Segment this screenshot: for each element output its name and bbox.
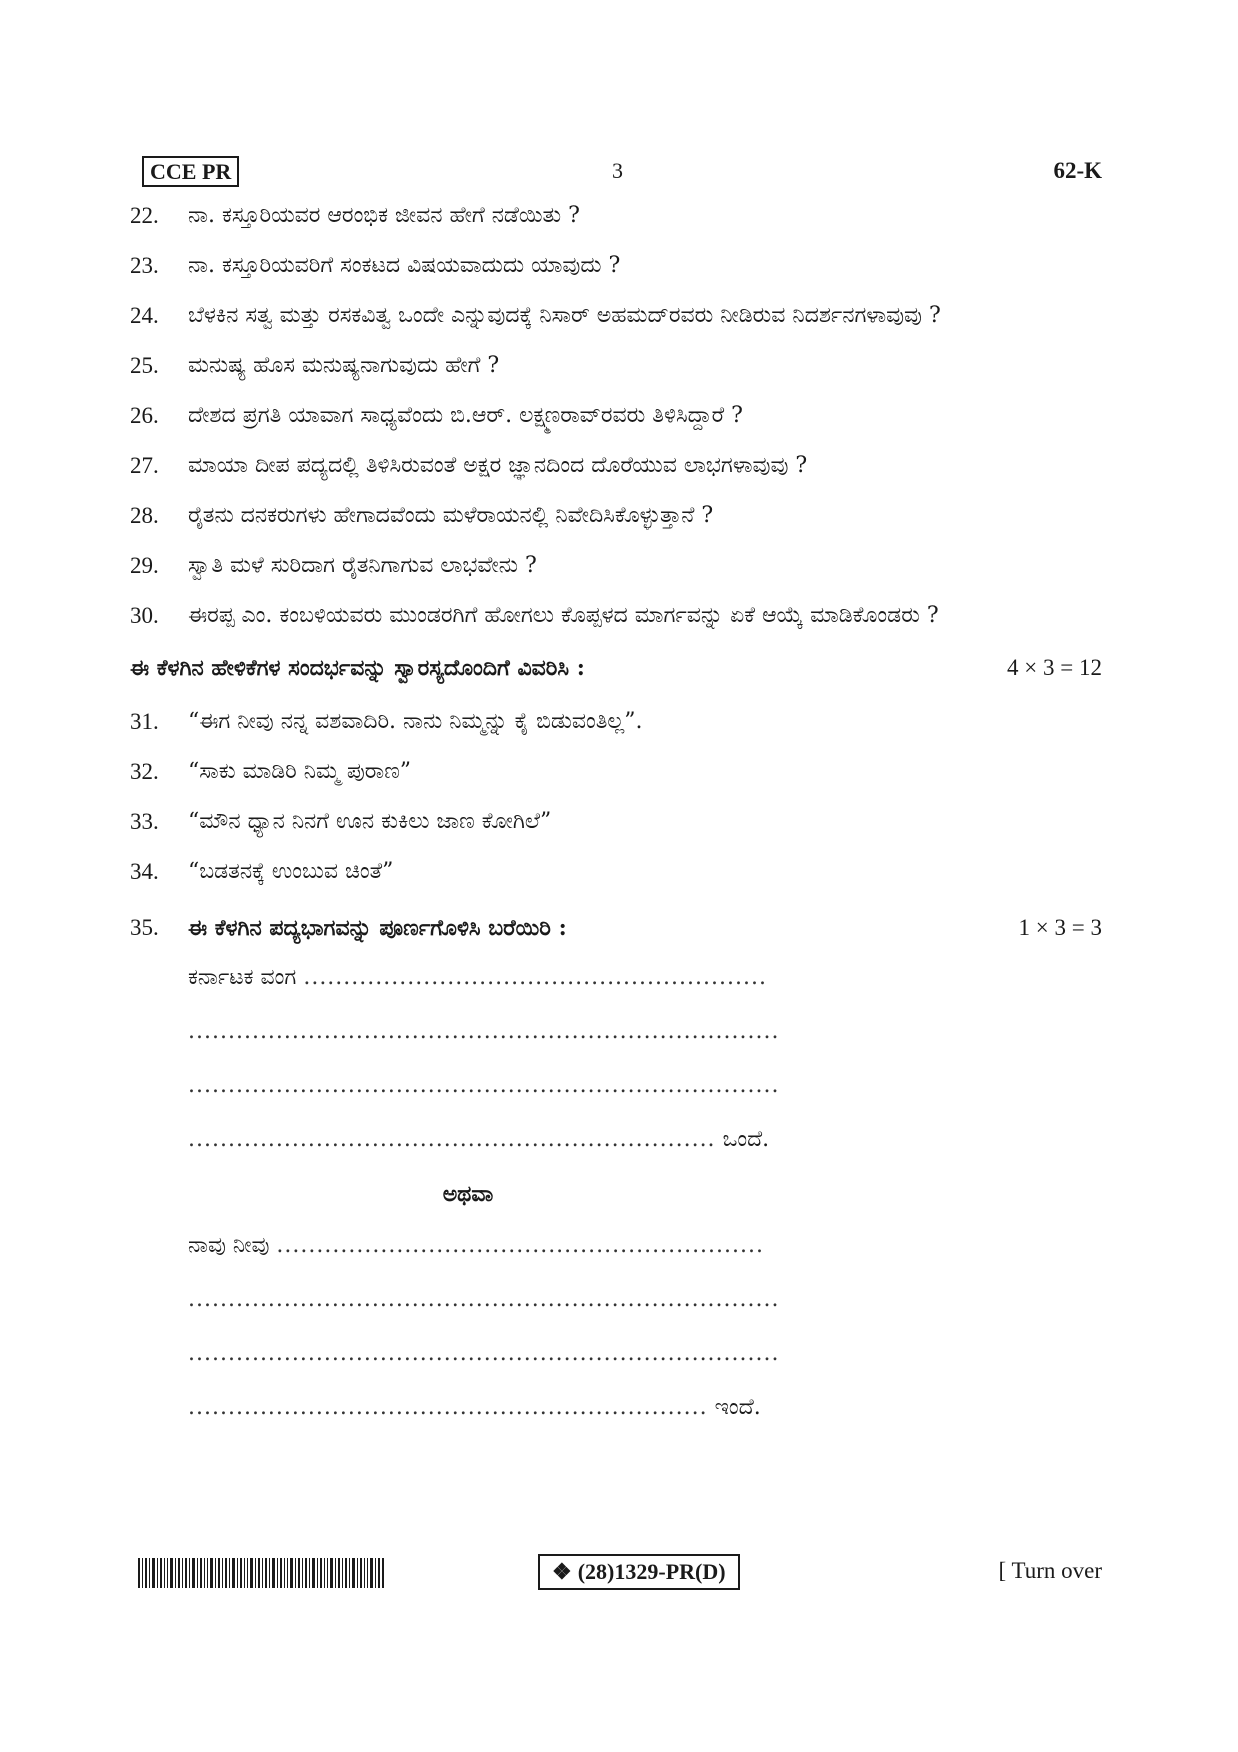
question-number: 26. — [130, 403, 159, 428]
question-text: ಬೆಳಕಿನ ಸತ್ವ ಮತ್ತು ರಸಕವಿತ್ವ ಒಂದೇ ಎನ್ನುವುದಕ್ಕೆ ನಿಸಾರ್ ಅಹಮದ್‌ರವರು ನೀಡಿರುವ ನಿದರ್ಶನಗಳಾವುವು ? — [188, 303, 941, 328]
question-25 — [130, 346, 1102, 386]
question-text: ರೈತನು ದನಕರುಗಳು ಹೇಗಾದವೆಂದು ಮಳೆರಾಯನಲ್ಲಿ ನಿವೇದಿಸಿಕೊಳ್ಳುತ್ತಾನೆ ? — [188, 503, 714, 528]
poem1-line-1 — [188, 958, 767, 998]
question-number: 24. — [130, 303, 159, 328]
question-34 — [130, 852, 1102, 892]
section-title: ಈ ಕೆಳಗಿನ ಹೇಳಿಕೆಗಳ ಸಂದರ್ಭವನ್ನು ಸ್ವಾರಸ್ಯದೊಂದಿಗೆ ವಿವರಿಸಿ : — [130, 655, 585, 681]
question-30 — [130, 596, 1102, 636]
blank-dots: .......................................................... — [303, 965, 767, 990]
question-22 — [130, 196, 1102, 236]
poem2-line-2 — [188, 1280, 780, 1320]
question-27 — [130, 446, 1102, 486]
question-24 — [130, 296, 1102, 336]
question-text: ಸ್ವಾತಿ ಮಳೆ ಸುರಿದಾಗ ರೈತನಿಗಾಗುವ ಲಾಭವೇನು ? — [188, 553, 537, 578]
section-heading — [130, 648, 1102, 688]
page-footer — [138, 1554, 1102, 1594]
question-text: ಈ ಕೆಳಗಿನ ಪದ್ಯಭಾಗವನ್ನು ಪೂರ್ಣಗೊಳಿಸಿ ಬರೆಯಿರಿ : — [188, 915, 567, 941]
blank-dots: ............................................................. — [276, 1233, 765, 1258]
blank-dots: ................................................................. — [188, 1395, 708, 1420]
blank-dots: .......................................................................... — [188, 1341, 780, 1366]
question-number: 29. — [130, 553, 159, 578]
question-number: 22. — [130, 203, 159, 228]
diamond-ornament-icon: ❖ — [552, 1559, 572, 1584]
question-paper-code-box — [538, 1554, 740, 1590]
question-number: 31. — [130, 709, 159, 734]
paper-code: 62-K — [1053, 158, 1102, 183]
question-number: 27. — [130, 453, 159, 478]
poem1-end-text: ಒಂದೆ. — [722, 1127, 770, 1152]
question-number: 25. — [130, 353, 159, 378]
blank-dots: .................................................................. — [188, 1127, 716, 1152]
question-number: 34. — [130, 859, 159, 884]
question-text: “ಈಗ ನೀವು ನನ್ನ ವಶವಾದಿರಿ. ನಾನು ನಿಮ್ಮನ್ನು ಕೈ ಬಿಡುವಂತಿಲ್ಲ”. — [188, 709, 643, 734]
question-text: “ಬಡತನಕ್ಕೆ ಉಂಬುವ ಚಿಂತೆ” — [188, 859, 394, 884]
question-35 — [130, 908, 1102, 948]
poem2-start-text: ನಾವು ನೀವು — [188, 1233, 270, 1258]
question-29 — [130, 546, 1102, 586]
question-23 — [130, 246, 1102, 286]
poem2-end-text: ಇಂದೆ. — [714, 1395, 761, 1420]
poem1-line-4 — [188, 1120, 770, 1160]
question-text: “ಮೌನ ಧ್ಯಾನ ನಿನಗೆ ಊನ ಕುಕಿಲು ಜಾಣ ಕೋಗಿಲೆ” — [188, 809, 552, 834]
cce-pr-badge: CCE PR — [142, 156, 239, 187]
barcode-icon — [138, 1558, 384, 1588]
or-label: ಅಥವಾ — [442, 1181, 494, 1207]
poem-completion-block — [188, 958, 780, 1428]
question-33 — [130, 802, 1102, 842]
question-31 — [130, 702, 1102, 742]
question-text: ನಾ. ಕಸ್ತೂರಿಯವರಿಗೆ ಸಂಕಟದ ವಿಷಯವಾದುದು ಯಾವುದು ? — [188, 253, 621, 278]
page-number: 3 — [612, 158, 623, 183]
question-paper-code: (28)1329-PR(D) — [577, 1559, 726, 1584]
question-number: 32. — [130, 759, 159, 784]
question-text: ಮಾಯಾ ದೀಪ ಪದ್ಯದಲ್ಲಿ ತಿಳಿಸಿರುವಂತೆ ಅಕ್ಷರ ಜ್ಞಾನದಿಂದ ದೊರೆಯುವ ಲಾಭಗಳಾವುವು ? — [188, 453, 808, 478]
question-text: ದೇಶದ ಪ್ರಗತಿ ಯಾವಾಗ ಸಾಧ್ಯವೆಂದು ಬಿ.ಆರ್. ಲಕ್ಷ್ಮಣರಾವ್‌ರವರು ತಿಳಿಸಿದ್ದಾರೆ ? — [188, 403, 743, 428]
poem2-line-3 — [188, 1334, 780, 1374]
poem2-line-1 — [188, 1226, 765, 1266]
question-28 — [130, 496, 1102, 536]
question-list — [130, 196, 1102, 1442]
question-text: ಈರಪ್ಪ ಎಂ. ಕಂಬಳಿಯವರು ಮುಂಡರಗಿಗೆ ಹೋಗಲು ಕೊಪ್ಪಳದ ಮಾರ್ಗವನ್ನು ಏಕೆ ಆಯ್ಕೆ ಮಾಡಿಕೊಂಡರು ? — [188, 603, 939, 628]
section-marks: 4 × 3 = 12 — [1007, 655, 1102, 680]
poem2-line-4 — [188, 1388, 761, 1428]
poem1-line-2 — [188, 1012, 780, 1052]
blank-dots: .......................................................................... — [188, 1287, 780, 1312]
blank-dots: .......................................................................... — [188, 1073, 780, 1098]
question-32 — [130, 752, 1102, 792]
question-text: ನಾ. ಕಸ್ತೂರಿಯವರ ಆರಂಭಿಕ ಜೀವನ ಹೇಗೆ ನಡೆಯಿತು ? — [188, 203, 580, 228]
question-number: 30. — [130, 603, 159, 628]
page-header — [142, 156, 1102, 192]
turn-over-label: [ Turn over — [998, 1558, 1102, 1583]
question-text: “ಸಾಕು ಮಾಡಿರಿ ನಿಮ್ಮ ಪುರಾಣ” — [188, 759, 412, 784]
question-marks: 1 × 3 = 3 — [1018, 915, 1102, 940]
poem1-line-3 — [188, 1066, 780, 1106]
question-number: 35. — [130, 915, 159, 940]
question-26 — [130, 396, 1102, 436]
blank-dots: .......................................................................... — [188, 1019, 780, 1044]
question-number: 28. — [130, 503, 159, 528]
question-text: ಮನುಷ್ಯ ಹೊಸ ಮನುಷ್ಯನಾಗುವುದು ಹೇಗೆ ? — [188, 353, 500, 378]
question-number: 33. — [130, 809, 159, 834]
question-number: 23. — [130, 253, 159, 278]
poem1-start-text: ಕರ್ನಾಟಕ ವಂಗ — [188, 965, 297, 990]
